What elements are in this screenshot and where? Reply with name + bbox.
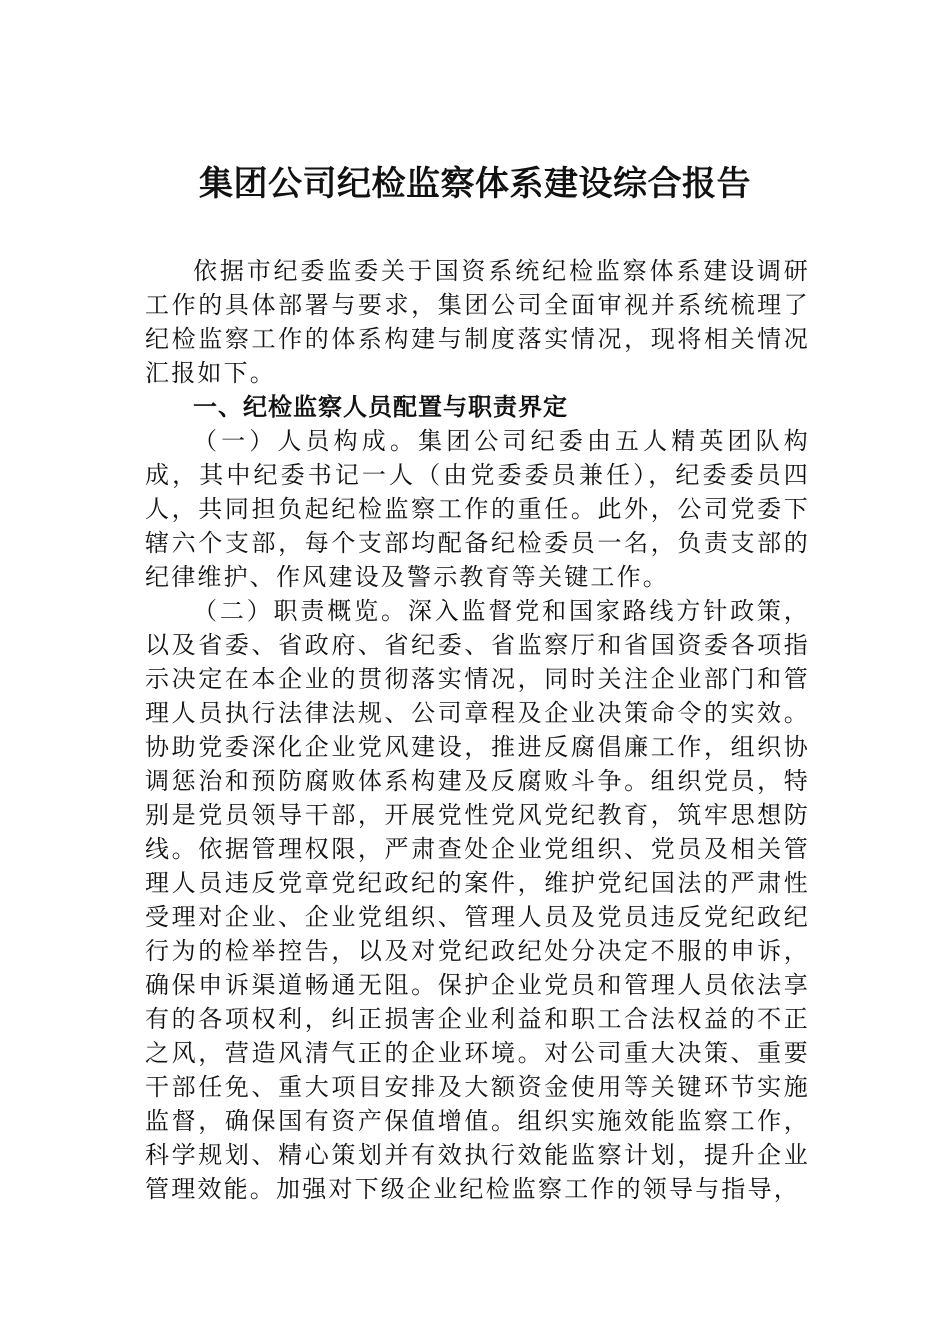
document-title: 集团公司纪检监察体系建设综合报告 <box>199 164 751 204</box>
staffing-paragraph: （一）人员构成。集团公司纪委由五人精英团队构成，其中纪委书记一人（由党委委员兼任），纪委委员四人，共同担负起纪检监察工作的重任。此外，公司党委下辖六个支部，每个支部均配备纪检委员一名，负责支部的纪律维护、作风建设及警示教育等关键工作。 <box>145 427 810 591</box>
section-heading: 一、纪检监察人员配置与职责界定 <box>193 393 568 421</box>
duties-paragraph: （二）职责概览。深入监督党和国家路线方针政策，以及省委、省政府、省纪委、省监察厅和省国资委各项指示决定在本企业的贯彻落实情况，同时关注企业部门和管理人员执行法律法规、公司章程及企业决策命令的实效。协助党委深化企业党风建设，推进反腐倡廉工作，组织协调惩治和预防腐败体系构建及反腐败斗争。组织党员，特别是党员领导干部，开展党性党风党纪教育，筑牢思想防线。依据管理权限，严肃查处企业党组织、党员及相关管理人员违反党章党纪政纪的案件，维护党纪国法的严肃性受理对企业、企业党组织、管理人员及党员违反党纪政纪行为的检举控告，以及对党纪政纪处分决定不服的申诉，确保申诉渠道畅通无阻。保护企业党员和管理人员依法享有的各项权利，纠正损害企业利益和职工合法权益的不正之风，营造风清气正的企业环境。对公司重大决策、重要干部任免、重大项目安排及大额资金使用等关键环节实施监督，确保国有资产保值增值。组织实施效能监察工作，科学规划、精心策划并有效执行效能监察计划，提升企业管理效能。加强对下级企业纪检监察工作的领导与指导， <box>145 597 810 1203</box>
intro-paragraph: 依据市纪委监委关于国资系统纪检监察体系建设调研工作的具体部署与要求，集团公司全面审视并系统梳理了纪检监察工作的体系构建与制度落实情况，现将相关情况汇报如下。 <box>145 257 810 387</box>
document-body <box>145 254 810 1206</box>
